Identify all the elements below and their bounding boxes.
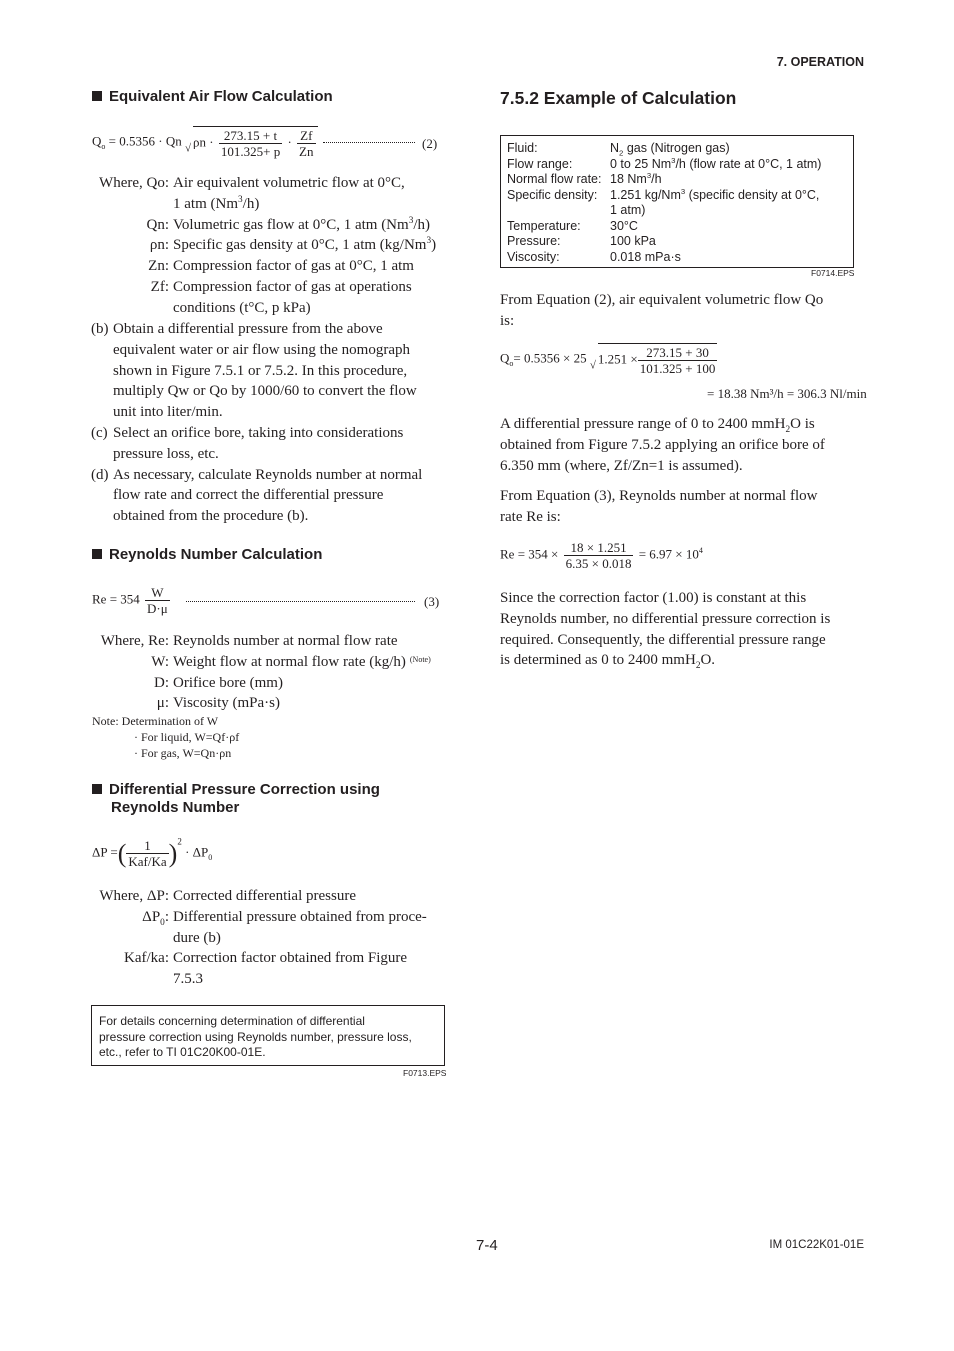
p1-line1: From Equation (2), air equivalent volumetric flow Qo: [500, 292, 824, 308]
where-dp-desc: [173, 969, 203, 990]
where-re-term-text: μ:: [156, 695, 169, 712]
section-header: 7. OPERATION: [776, 55, 864, 69]
eqqo-lhs: Q: [500, 350, 510, 366]
p1-line2: is:: [500, 312, 515, 329]
heading-reynolds: [92, 546, 322, 564]
eqre-num: 18 × 1.251: [564, 540, 634, 556]
condition-value-sup: 3: [671, 155, 676, 165]
step-line: equivalent water or air flow using the nomograph: [113, 341, 410, 358]
eq3-number: (3): [424, 594, 440, 609]
where-re-term: [151, 652, 169, 673]
where-air-desc: [173, 173, 405, 194]
p2-line1-b: O is: [790, 416, 815, 432]
where-air-desc-text: 1 atm (Nm: [173, 195, 238, 212]
eqdp-rhs-sub: 0: [208, 853, 213, 863]
eqdp-den: Kaf/Ka: [128, 854, 167, 869]
condition-key: Flow range:: [507, 156, 573, 171]
where-air-desc-text: Volumetric gas flow at 0°C, 1 atm (Nm: [173, 216, 409, 233]
eq3-num: W: [145, 585, 170, 601]
eqqo-inner: 1.251 ×: [597, 351, 638, 367]
eqre-lhs: Re = 354 ×: [500, 546, 559, 562]
heading-reynolds-text: Reynolds Number Calculation: [109, 546, 323, 563]
bullet-square-icon: [92, 91, 102, 101]
eqqo-radicand: [598, 343, 717, 376]
step-line: shown in Figure 7.5.1 or 7.5.2. In this procedure,: [113, 362, 408, 379]
condition-value: [610, 203, 645, 218]
where-air-desc-text: conditions (t°C, p kPa): [173, 299, 311, 316]
step-line: unit into liter/min.: [113, 404, 223, 421]
step-line: flow rate and correct the differential pressure: [113, 487, 384, 504]
eqqo-num: 273.15 + 30: [638, 345, 718, 361]
reference-box: [91, 1005, 445, 1066]
where-air-desc: [173, 194, 259, 215]
where-re-term-text: Where, Re:: [100, 633, 169, 649]
eq3-den: D·μ: [147, 601, 168, 616]
equation-qo: [500, 343, 717, 376]
where-air-desc-tail: /h): [242, 195, 260, 212]
eqdp-lhs: ΔP =: [92, 844, 118, 860]
eq3-leader-dots: [186, 601, 415, 602]
where-re-desc: [173, 693, 280, 714]
eq3-lhs: Re = 354: [92, 591, 140, 607]
where-re-term: [101, 631, 169, 652]
paragraph-dp-range: [500, 414, 825, 476]
p2-line1-a: A differential pressure range of 0 to 2400 mmH: [500, 416, 786, 432]
where-air-desc-text: Compression factor of gas at 0°C, 1 atm: [173, 258, 414, 275]
condition-value: [610, 219, 638, 234]
condition-value-tail: /h (flow rate at 0°C, 1 atm): [675, 156, 822, 171]
where-dp-desc: [173, 907, 427, 928]
where-air-term: [150, 235, 169, 256]
bullet-square-icon: [92, 784, 102, 794]
equation-3: [92, 585, 172, 616]
equation-dp: [92, 838, 212, 869]
eqdp-rhs: · ΔP: [185, 844, 209, 860]
reference-line-3: etc., refer to TI 01C20K00-01E.: [99, 1045, 266, 1060]
where-air-desc: [173, 256, 414, 277]
sqrt-icon: √: [589, 359, 596, 372]
where-dp-desc-text: Corrected differential pressure: [173, 888, 356, 904]
where-air-term-text: ρn:: [149, 237, 169, 254]
where-air-term-text: Qn:: [146, 216, 169, 233]
where-dp-term-text: Where, ΔP:: [99, 888, 169, 904]
where-air-desc-text: Air equivalent volumetric flow at 0°C,: [173, 175, 405, 191]
paragraph-qo-intro: [500, 290, 823, 332]
condition-value-text: 100 kPa: [610, 234, 656, 248]
condition-key: Viscosity:: [507, 249, 560, 264]
eq2-dot: ·: [287, 134, 292, 150]
where-re-term-text: D:: [154, 674, 169, 691]
eq2-num2: Zf: [297, 128, 315, 144]
eq2-radicand: [193, 126, 317, 159]
eq2-coef: = 0.5356 · Qn: [105, 133, 182, 149]
p2-line1-sub: 2: [785, 425, 791, 435]
step-label: (c): [91, 425, 108, 441]
where-air-term-text: Zn:: [148, 258, 169, 275]
where-air-term-text: Where, Qo:: [99, 175, 169, 191]
eqre-fraction: [564, 540, 634, 571]
p2-line2: obtained from Figure 7.5.2 applying an orifice bore of: [500, 436, 825, 453]
p4-line4-sub: 2: [695, 661, 701, 672]
eq2-fraction-1: [219, 128, 282, 159]
where-re-term-text: W:: [151, 653, 169, 670]
where-air-desc-sup: 3: [238, 194, 243, 205]
condition-value-text: 0 to 25 Nm: [610, 156, 672, 171]
eq2-fraction-2: [297, 128, 315, 159]
where-dp-term-text: ΔP: [142, 908, 161, 925]
step-label: (b): [91, 321, 109, 337]
condition-value-sup: 3: [680, 186, 686, 196]
eqre-den: 6.35 × 0.018: [565, 556, 632, 571]
eqdp-num: 1: [126, 838, 168, 854]
condition-key: Specific density:: [507, 187, 598, 202]
where-air-term: [147, 215, 170, 236]
condition-key: Fluid:: [507, 141, 538, 155]
where-air-term: [99, 173, 169, 194]
where-dp-desc: [173, 886, 356, 907]
note-gas: · For gas, W=Qn·ρn: [134, 746, 232, 760]
where-air-desc: [173, 277, 412, 298]
eq2-lhs-sub: o: [101, 142, 106, 152]
eq2-num1: 273.15 + t: [219, 128, 282, 144]
heading-dp-line1: Differential Pressure Correction using: [109, 781, 380, 798]
eqqo-fraction: [638, 345, 718, 376]
condition-value-text: 30°C: [610, 218, 638, 233]
figure-id-f0713: F0713.EPS: [403, 1068, 447, 1078]
where-air-desc: [173, 298, 311, 319]
document-id: IM 01C22K01-01E: [769, 1239, 864, 1251]
where-dp-desc-text: Differential pressure obtained from proce-: [173, 908, 427, 925]
bullet-square-icon: [92, 549, 102, 559]
where-air-desc-sup: 3: [426, 236, 432, 247]
condition-value-tail: gas (Nitrogen gas): [623, 141, 730, 155]
eqqo-lhs-sub: o: [509, 359, 514, 369]
eqqo-den: 101.325 + 100: [639, 361, 716, 376]
condition-value-tail: /h: [651, 172, 662, 186]
where-re-desc-text: Viscosity (mPa·s): [173, 695, 281, 712]
where-re-desc: [173, 673, 283, 694]
where-re-note-ref: (Note): [409, 654, 431, 664]
condition-value-text: 1.251 kg/Nm: [610, 187, 681, 202]
paragraph-conclusion: [500, 588, 830, 671]
paragraph-re-intro: [500, 486, 817, 528]
where-air-desc-tail: ): [431, 237, 437, 254]
where-re-desc: [173, 631, 398, 652]
page-number: 7-4: [476, 1237, 498, 1254]
p4-line3: required. Consequently, the differential pressure range: [500, 631, 826, 648]
step-line: multiply Qw or Qo by 1000/60 to convert the flow: [113, 383, 417, 400]
condition-value-text: N: [610, 141, 620, 155]
eqqo-coef: = 0.5356 × 25: [513, 350, 587, 366]
where-air-desc: [173, 215, 430, 236]
where-re-desc-text: Orifice bore (mm): [173, 674, 283, 691]
step-line: obtained from the procedure (b).: [113, 508, 309, 525]
step-label: (d): [91, 466, 109, 483]
note-liquid: · For liquid, W=Qf·ρf: [134, 730, 240, 744]
where-dp-term: [124, 948, 169, 969]
figure-id-f0714: F0714.EPS: [811, 268, 855, 278]
reference-box-text: [99, 1014, 412, 1061]
equation-re-example: [500, 540, 703, 571]
where-dp-term: [99, 886, 169, 907]
condition-value: [610, 157, 821, 172]
condition-value: [610, 250, 681, 265]
where-dp-term-text: Kaf/ka:: [124, 950, 169, 967]
condition-value: [610, 234, 656, 249]
where-re-term: [157, 693, 169, 714]
where-re-desc: [173, 652, 431, 673]
step-line: As necessary, calculate Reynolds number at normal: [113, 466, 423, 483]
eqre-exp: 4: [698, 546, 703, 556]
where-dp-term: [142, 907, 169, 928]
p4-line2: Reynolds number, no differential pressure correction is: [500, 610, 831, 627]
sqrt-icon: √: [184, 142, 192, 155]
reference-line-2: pressure correction using Reynolds number, pressure loss,: [99, 1029, 412, 1044]
p4-line4-b: O.: [700, 652, 716, 669]
p3-line2: rate Re is:: [500, 508, 561, 525]
equation-2: [92, 126, 318, 159]
step-line: Select an orifice bore, taking into considerations: [113, 425, 404, 441]
where-air-desc-text: Specific gas density at 0°C, 1 atm (kg/Nm: [173, 237, 427, 254]
where-re-desc-text: Weight flow at normal flow rate (kg/h): [173, 653, 406, 670]
where-dp-desc: [173, 948, 407, 969]
where-dp-desc: [173, 928, 221, 949]
condition-value: [610, 141, 730, 156]
where-dp-desc-text: Correction factor obtained from Figure: [173, 950, 408, 967]
eq2-rho: ρn ·: [193, 134, 214, 150]
paren-close-icon: ): [168, 839, 178, 868]
reference-line-1: For details concerning determination of differential: [99, 1014, 365, 1028]
p2-line1: [500, 414, 825, 435]
condition-value: [610, 188, 819, 203]
note-title: Note: Determination of W: [92, 714, 219, 728]
step-line: Obtain a differential pressure from the above: [113, 321, 383, 337]
eq2-den1: 101.325+ p: [220, 144, 281, 159]
heading-air-flow: [92, 88, 333, 106]
condition-value-text: 18 Nm: [610, 172, 647, 186]
step-line: pressure loss, etc.: [113, 445, 219, 462]
condition-key: Normal flow rate:: [507, 172, 602, 186]
eqre-rhs: = 6.97 × 10: [638, 546, 699, 562]
p2-line3: 6.350 mm (where, Zf/Zn=1 is assumed).: [500, 457, 743, 474]
where-air-term: [148, 256, 169, 277]
p3-line1: From Equation (3), Reynolds number at normal flow: [500, 488, 818, 504]
where-re-desc-text: Reynolds number at normal flow rate: [173, 633, 398, 649]
condition-value: [610, 172, 662, 187]
where-air-desc-sup: 3: [408, 215, 414, 226]
heading-dp-correction: [92, 781, 380, 799]
where-air-term: [151, 277, 169, 298]
eqdp-fraction: [126, 838, 168, 869]
where-air-desc-tail: /h): [413, 216, 431, 233]
eqqo-result: = 18.38 Nm³/h = 306.3 Nl/min: [707, 386, 867, 401]
eq2-lhs: Q: [92, 133, 102, 149]
where-re-term: [154, 673, 169, 694]
eq3-fraction: [145, 585, 170, 616]
condition-value-sub: 2: [619, 148, 624, 158]
p4-line4: [500, 650, 830, 671]
condition-key: Pressure:: [507, 234, 561, 248]
where-air-desc-text: Compression factor of gas at operations: [173, 279, 412, 295]
eq2-den2: Zn: [299, 144, 314, 159]
where-air-term-text: Zf:: [150, 279, 169, 295]
where-dp-desc-text: 7.5.3: [173, 971, 203, 988]
where-dp-term-colon: :: [164, 908, 169, 925]
eq2-leader-dots: [323, 142, 415, 143]
where-air-desc: [173, 235, 436, 256]
where-dp-desc-text: dure (b): [173, 929, 221, 946]
condition-value-text: 0.018 mPa·s: [610, 249, 681, 264]
p4-line1: Since the correction factor (1.00) is constant at this: [500, 590, 807, 606]
p4-line4-a: is determined as 0 to 2400 mmH: [500, 652, 696, 669]
section-title: 7.5.2 Example of Calculation: [500, 88, 737, 108]
heading-dp-line2: Reynolds Number: [111, 799, 240, 816]
condition-value-sup: 3: [646, 170, 652, 180]
condition-key: Temperature:: [507, 218, 581, 233]
example-conditions-table: [500, 135, 854, 268]
condition-value-tail: (specific density at 0°C,: [685, 187, 820, 202]
eqdp-exp: 2: [177, 836, 182, 847]
paren-open-icon: (: [117, 839, 127, 868]
heading-air-flow-text: Equivalent Air Flow Calculation: [109, 88, 333, 105]
where-dp-term-sub: 0: [160, 917, 165, 928]
eq2-number: (2): [422, 136, 438, 151]
condition-value-text: 1 atm): [610, 203, 646, 217]
